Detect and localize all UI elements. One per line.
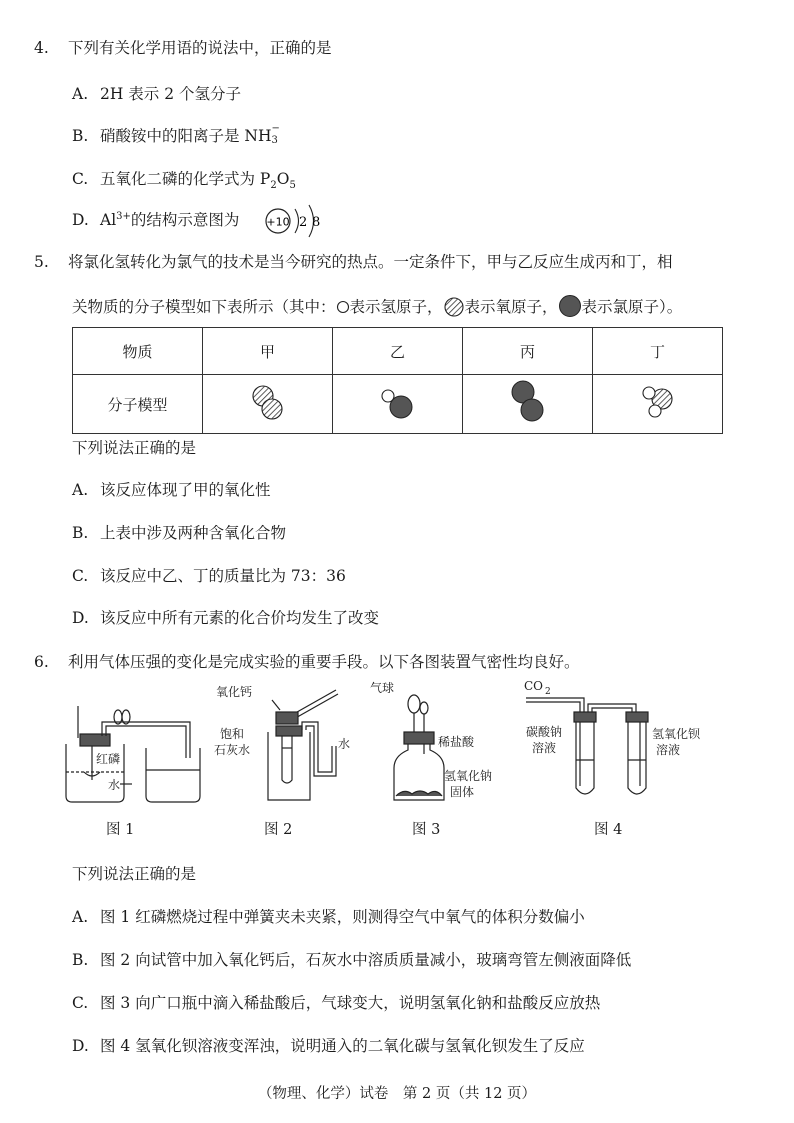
label-balloon: 气球 — [370, 681, 395, 695]
figure-2-apparatus — [214, 685, 350, 800]
q4-option-c: C. 五氧化二磷的化学式为 $P_2O_5$ — [72, 170, 296, 192]
label-solid: 固体 — [450, 785, 475, 799]
electron-shell-1: 2 — [299, 215, 308, 230]
molecule-yi — [333, 375, 463, 434]
label-saturated: 饱和 — [220, 727, 245, 741]
label-red-phosphorus: 红磷 — [96, 752, 121, 766]
figure-2-caption: 图 2 — [264, 822, 293, 838]
figure-1-apparatus — [66, 706, 200, 802]
label-co2: CO — [524, 679, 544, 693]
question-5-stem: 5. 将氯化氢转化为氯气的技术是当今研究的热点。一定条件下，甲与乙反应生成丙和丁，相 — [34, 253, 673, 271]
table-cell: 物质 — [73, 328, 203, 375]
page-footer: （物理、化学）试卷 第 2 页（共 12 页） — [257, 1086, 537, 1102]
molecule-ding — [593, 375, 723, 434]
question-6-stem: 6. 利用气体压强的变化是完成实验的重要手段。以下各图装置气密性均良好。 — [34, 653, 580, 671]
question-number: 4. — [34, 39, 49, 57]
label-barium-hydroxide: 氢氧化钡 — [652, 727, 701, 741]
label-calcium-oxide: 氧化钙 — [216, 685, 253, 699]
table-cell: 乙 — [333, 328, 463, 375]
table-cell: 分子模型 — [73, 375, 203, 434]
label-dilute-hcl: 稀盐酸 — [438, 735, 475, 749]
hydrogen-chloride-molecule-icon — [373, 379, 423, 425]
q6-option-a: A. 图 1 红磷燃烧过程中弹簧夹未夹紧，则测得空气中氧气的体积分数偏小 — [72, 908, 585, 926]
q5-option-b: B. 上表中涉及两种含氧化合物 — [72, 524, 287, 542]
q6-option-c: C. 图 3 向广口瓶中滴入稀盐酸后，气球变大，说明氢氧化钠和盐酸反应放热 — [72, 994, 601, 1012]
q6-prompt: 下列说法正确的是 — [72, 865, 197, 883]
molecule-model-table — [72, 327, 723, 434]
figure-1-caption: 图 1 — [106, 822, 135, 838]
q4-option-d: D. $Al^{3+}$的结构示意图为 — [72, 210, 240, 229]
label-water: 水 — [108, 778, 121, 792]
label-sodium-carbonate: 碳酸钠 — [526, 725, 563, 739]
figure-3-apparatus — [370, 680, 492, 800]
question-4-stem: 4. 下列有关化学用语的说法中，正确的是 — [34, 39, 332, 57]
nucleus-charge: +10 — [266, 215, 290, 229]
label-limewater: 石灰水 — [214, 743, 251, 757]
label-solution-1: 溶液 — [532, 741, 557, 755]
hydrogen-atom-icon — [336, 300, 350, 314]
oxygen-molecule-icon — [243, 379, 293, 425]
experiment-apparatus-figures — [40, 676, 730, 816]
water-molecule-icon — [633, 379, 683, 425]
table-cell: 丁 — [593, 328, 723, 375]
q5-option-c: C. 该反应中乙、丁的质量比为 73：36 — [72, 567, 346, 585]
q4-option-b: B. 硝酸铵中的阳离子是 NH − 3 — [72, 123, 280, 146]
chlorine-molecule-icon — [503, 376, 553, 428]
figure-4-apparatus — [524, 679, 701, 794]
question-5-stem-line2: 关物质的分子模型如下表所示（其中： 表示氢原子， 表示氧原子， 表示氯原子）。 — [72, 294, 682, 318]
q5-prompt: 下列说法正确的是 — [72, 439, 197, 457]
chlorine-atom-icon — [558, 294, 582, 318]
label-co2-subscript: 2 — [545, 687, 551, 697]
electron-shell-2: 8 — [312, 215, 321, 230]
figure-4-caption: 图 4 — [594, 822, 623, 838]
q6-option-d: D. 图 4 氢氧化钡溶液变浑浊，说明通入的二氧化碳与氢氧化钡发生了反应 — [72, 1037, 585, 1055]
q5-option-a: A. 该反应体现了甲的氧化性 — [72, 481, 271, 499]
question-number: 5. — [34, 253, 49, 271]
label-solution-2: 溶液 — [656, 743, 681, 757]
oxygen-atom-icon — [443, 296, 465, 318]
table-header-row — [73, 328, 723, 375]
figure-3-caption: 图 3 — [412, 822, 441, 838]
q6-option-b: B. 图 2 向试管中加入氧化钙后，石灰水中溶质质量减小，玻璃弯管左侧液面降低 — [72, 951, 632, 969]
q4-option-a: A. 2H 表示 2 个氢分子 — [72, 85, 242, 103]
table-cell: 丙 — [463, 328, 593, 375]
label-water-tube: 水 — [338, 737, 351, 751]
table-row — [73, 375, 723, 434]
atom-structure-diagram — [262, 201, 352, 245]
table-cell: 甲 — [203, 328, 333, 375]
q5-option-d: D. 该反应中所有元素的化合价均发生了改变 — [72, 609, 380, 627]
molecule-bing — [463, 375, 593, 434]
label-sodium-hydroxide: 氢氧化钠 — [444, 769, 493, 783]
question-number: 6. — [34, 653, 49, 671]
molecule-jia — [203, 375, 333, 434]
